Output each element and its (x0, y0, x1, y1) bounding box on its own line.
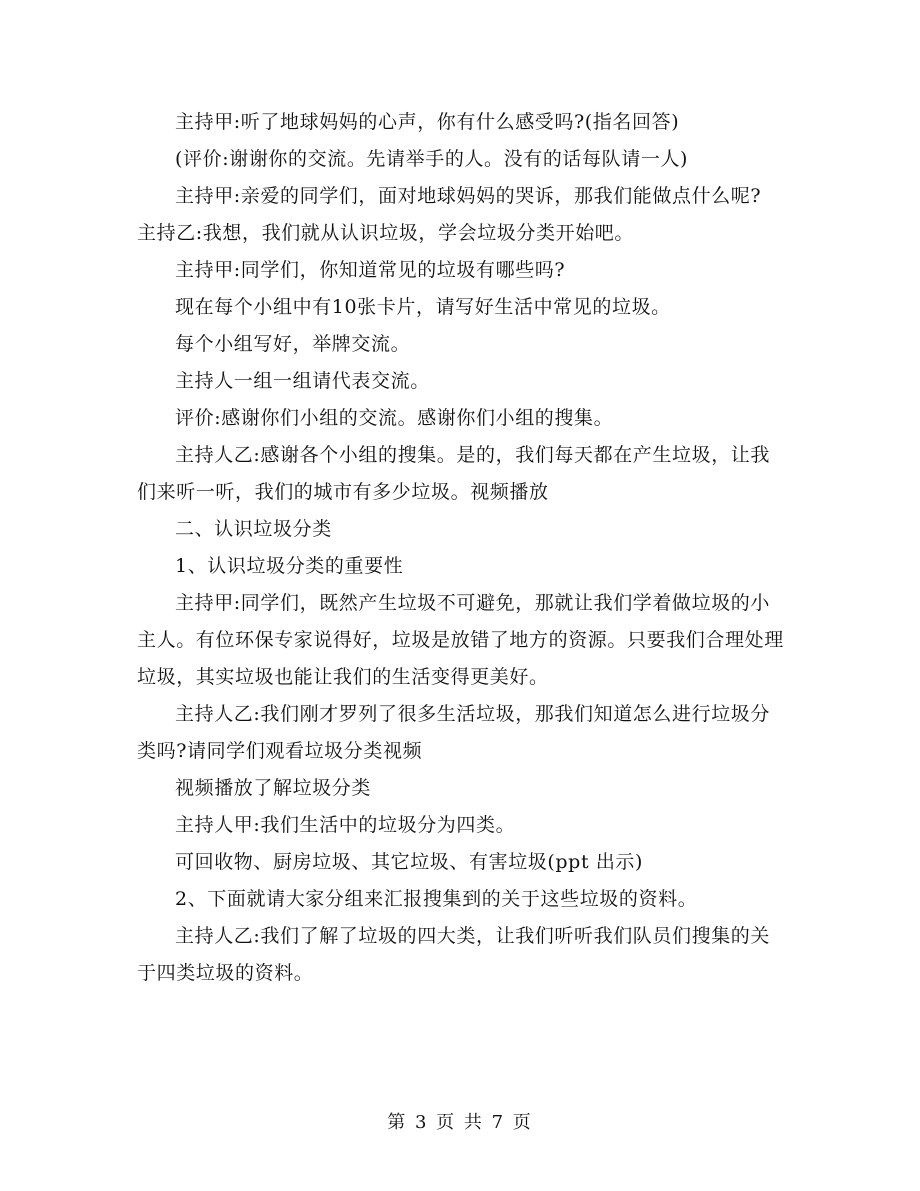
paragraph-13: 主持人乙:我们刚才罗列了很多生活垃圾，那我们知道怎么进行垃圾分类吗?请同学们观看垃圾分类视频 (137, 703, 771, 762)
paragraph-1: 主持甲:听了地球妈妈的心声，你有什么感受吗?(指名回答) (175, 111, 680, 133)
paragraph-9: 主持人乙:感谢各个小组的搜集。是的，我们每天都在产生垃圾，让我们来听一听，我们的城市有多少垃圾。视频播放 (137, 444, 771, 503)
paragraph-14: 视频播放了解垃圾分类 (175, 777, 372, 799)
section-heading-2: 二、认识垃圾分类 (175, 518, 332, 540)
paragraph-17: 2、下面就请大家分组来汇报搜集到的关于这些垃圾的资料。 (175, 888, 698, 910)
document-body (137, 104, 785, 992)
paragraph-3: 主持甲:亲爱的同学们，面对地球妈妈的哭诉，那我们能做点什么呢? 主持乙:我想，我们就从认识垃圾，学会垃圾分类开始吧。 (137, 185, 762, 244)
paragraph-6: 每个小组写好，举牌交流。 (175, 333, 411, 355)
subsection-heading-1: 1、认识垃圾分类的重要性 (175, 555, 404, 577)
paragraph-5: 现在每个小组中有10张卡片，请写好生活中常见的垃圾。 (175, 296, 671, 318)
paragraph-2: (评价:谢谢你的交流。先请举手的人。没有的话每队请一人) (175, 148, 689, 170)
paragraph-18: 主持人乙:我们了解了垃圾的四大类，让我们听听我们队员们搜集的关于四类垃圾的资料。 (137, 925, 771, 984)
paragraph-15: 主持人甲:我们生活中的垃圾分为四类。 (175, 814, 516, 836)
paragraph-7: 主持人一组一组请代表交流。 (175, 370, 430, 392)
paragraph-16: 可回收物、厨房垃圾、其它垃圾、有害垃圾(ppt 出示) (175, 851, 644, 873)
paragraph-4: 主持甲:同学们，你知道常见的垃圾有哪些吗? (175, 259, 566, 281)
paragraph-12: 主持甲:同学们，既然产生垃圾不可避免，那就让我们学着做垃圾的小主人。有位环保专家说得好，垃圾是放错了地方的资源。只要我们合理处理垃圾，其实垃圾也能让我们的生活变得更美好。 (137, 592, 784, 688)
paragraph-8: 评价:感谢你们小组的交流。感谢你们小组的搜集。 (175, 407, 614, 429)
page-footer: 第 3 页 共 7 页 (387, 1112, 533, 1133)
